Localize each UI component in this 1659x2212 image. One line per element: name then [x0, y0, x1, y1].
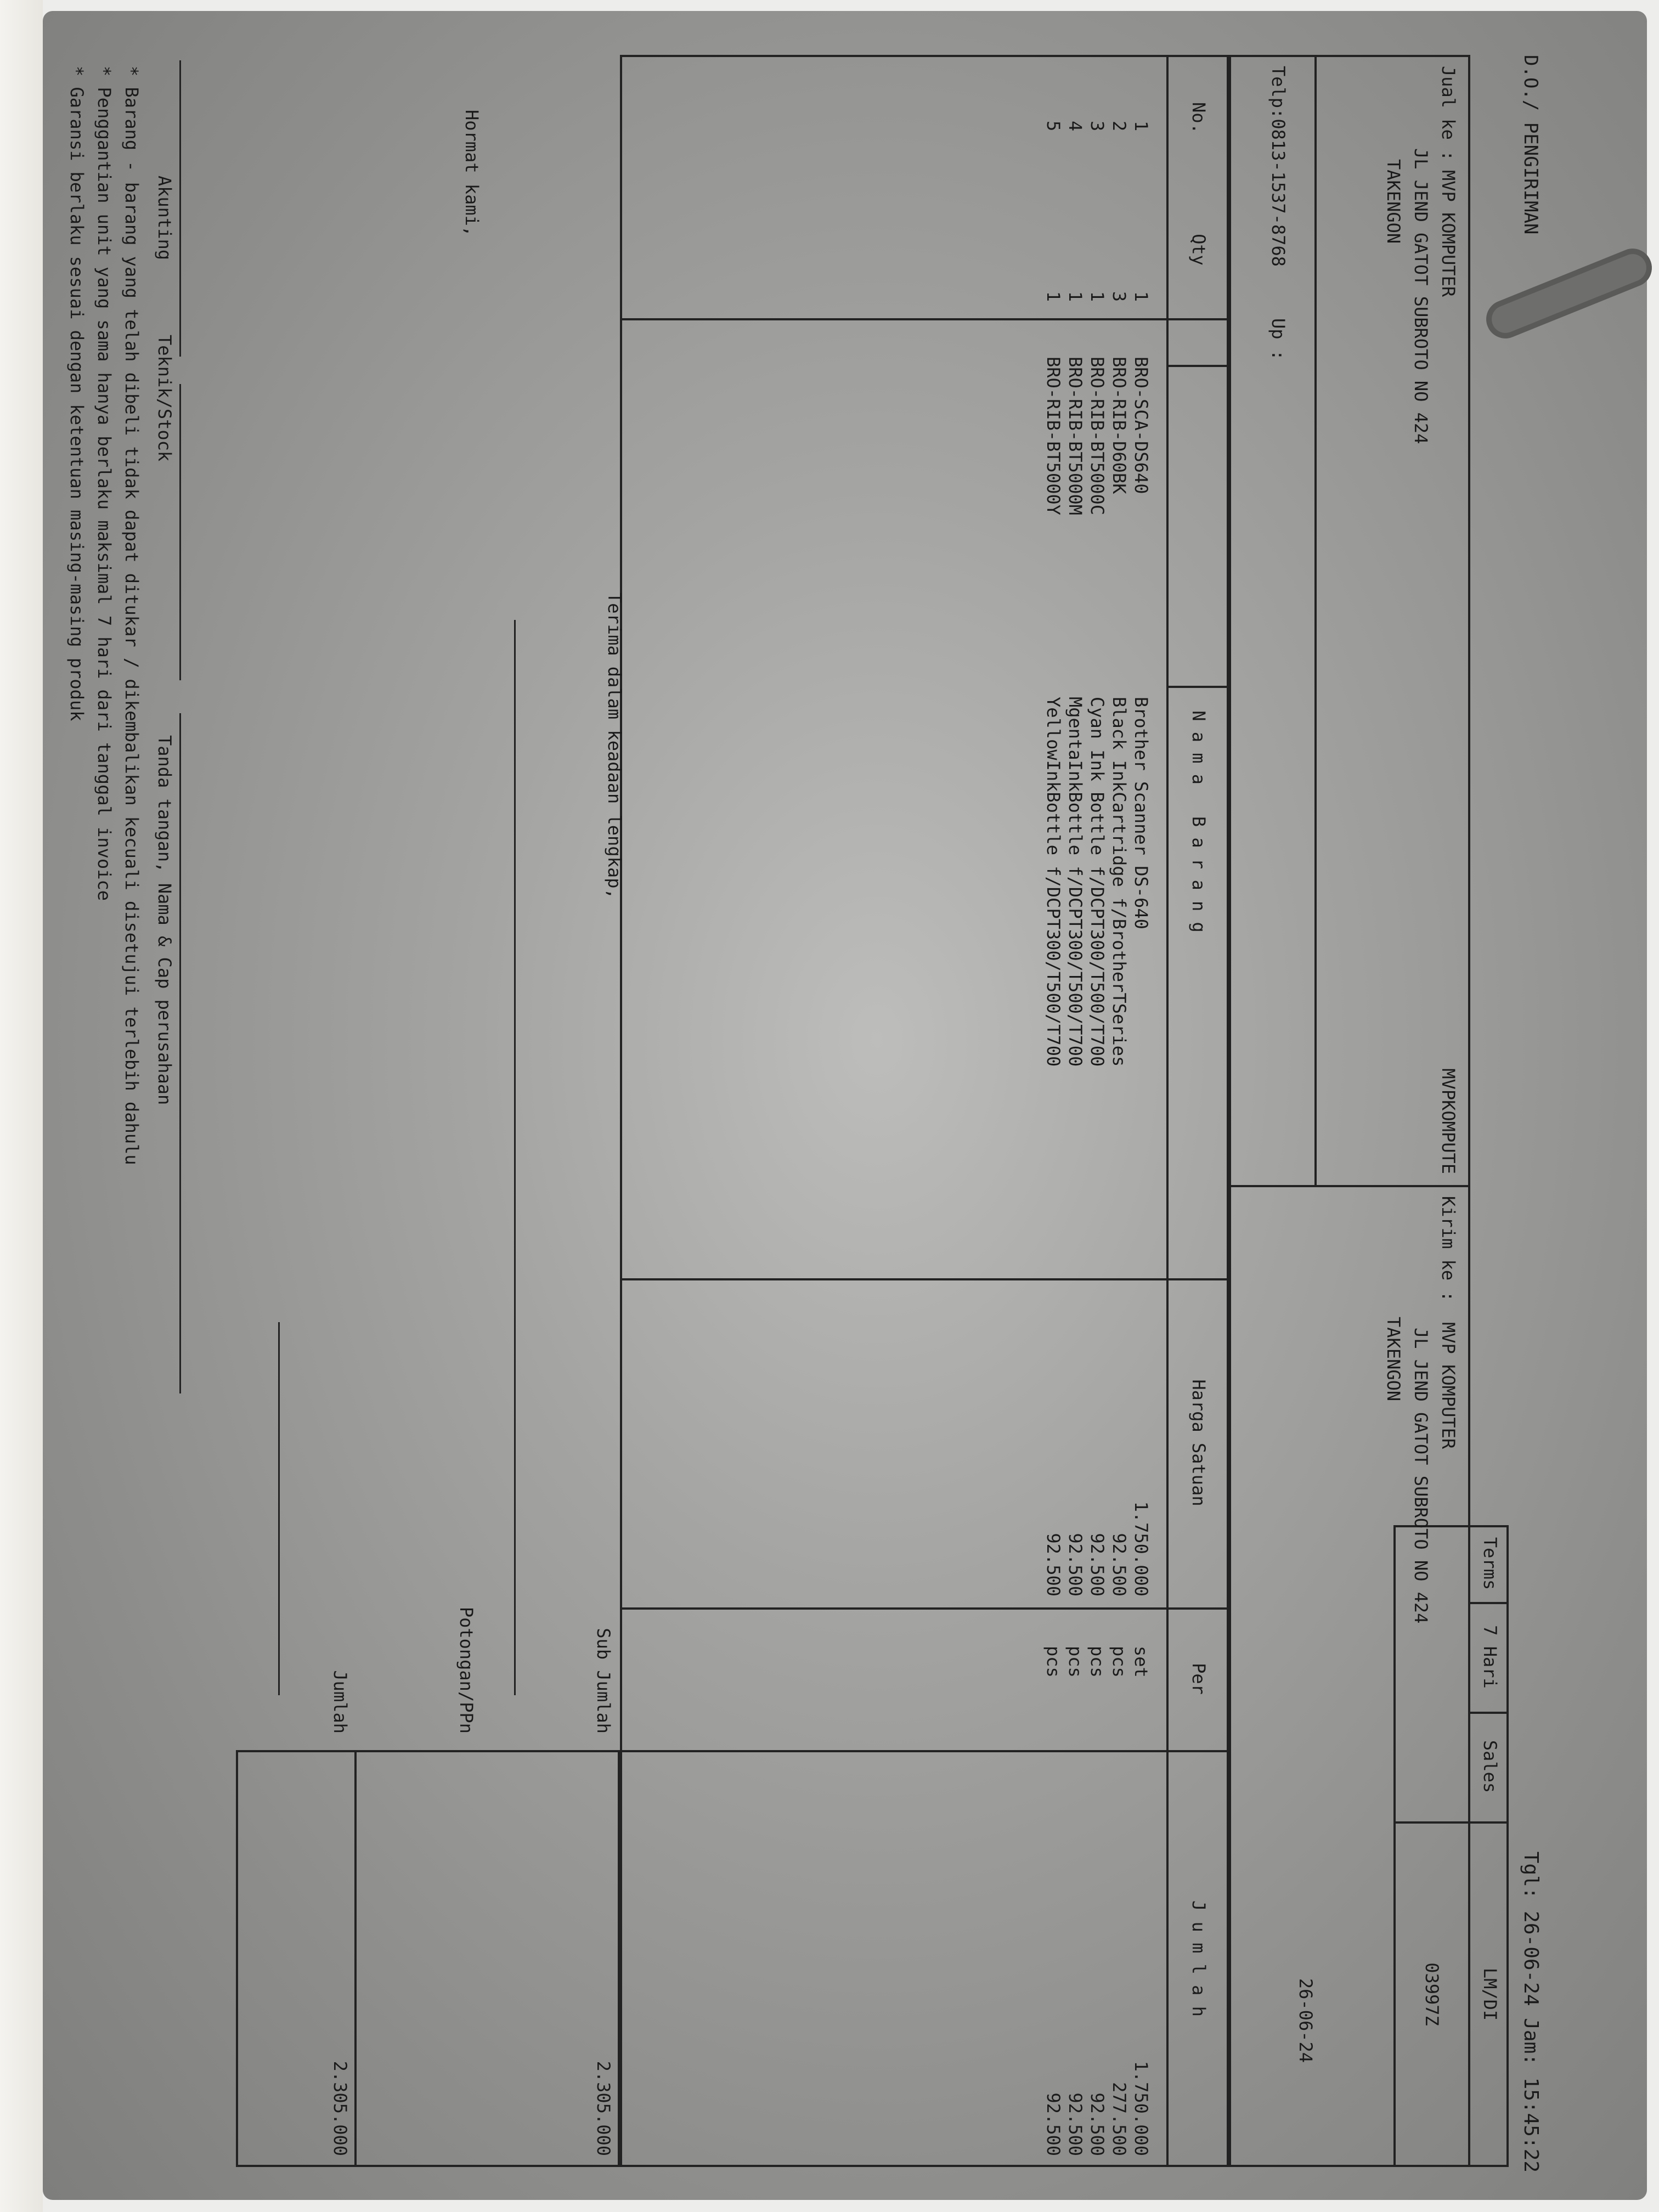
- table-row-code: BRO-RIB-BT5000C: [1087, 357, 1108, 515]
- document-datetime: Tgl: 26-06-24 Jam: 15:45:22: [1520, 1851, 1542, 2172]
- column-total: J u m l a h: [1188, 1900, 1209, 2017]
- table-row-code: BRO-SCA-DS640: [1131, 357, 1152, 494]
- table-row-desc: Brother Scanner DS-640: [1131, 697, 1152, 929]
- sales-value: LM/DI: [1480, 1967, 1500, 2021]
- column-item-name: N a m a B a r a n g: [1188, 710, 1209, 933]
- table-row-no: 1: [1131, 121, 1152, 132]
- table-row-qty: 1: [1087, 291, 1108, 302]
- column-per: Per: [1188, 1663, 1209, 1695]
- table-row-total: 92.500: [1087, 2092, 1108, 2156]
- column-no: No.: [1188, 102, 1209, 134]
- table-row-qty: 3: [1109, 291, 1130, 302]
- table-row-no: 3: [1087, 121, 1108, 132]
- table-row-price: 92.500: [1087, 1533, 1108, 1596]
- subtotal-label: Sub Jumlah: [593, 1628, 614, 1734]
- regards-text: Hormat kami,: [461, 110, 482, 237]
- table-row-qty: 1: [1043, 291, 1064, 302]
- sold-to-label: Jual ke :: [1438, 66, 1459, 161]
- address-block: [1229, 55, 1470, 2167]
- table-row-desc: YellowInkBottle f/DCPT300/T500/T700: [1043, 697, 1064, 1067]
- ship-to-name: MVP KOMPUTER: [1438, 1322, 1459, 1449]
- column-unit-price: Harga Satuan: [1188, 1379, 1209, 1506]
- ship-to-city: TAKENGON: [1383, 1317, 1404, 1402]
- table-row-total: 92.500: [1043, 2092, 1064, 2156]
- sold-to-name: MVP KOMPUTER: [1438, 170, 1459, 297]
- attention-label: Up :: [1268, 318, 1289, 361]
- grand-total-label: Jumlah: [330, 1670, 351, 1734]
- received-note: Terima dalam keadaan lengkap,: [604, 592, 625, 899]
- sold-to-address: JL JEND GATOT SUBROTO NO 424: [1410, 148, 1431, 444]
- table-row-desc: MgentaInkBottle f/DCPT300/T500/T700: [1065, 697, 1086, 1067]
- table-row-per: pcs: [1109, 1646, 1130, 1678]
- table-row-desc: Black InkCartridge f/BrotherTSeries: [1109, 697, 1130, 1067]
- table-row-no: 5: [1043, 121, 1064, 132]
- totals-box: [236, 1750, 620, 2167]
- terms-note: * Garansi berlaku sesuai dengan ketentuan masing-masing produk: [66, 66, 87, 721]
- accounting-signature: Akunting: [154, 176, 175, 261]
- sold-to-city: TAKENGON: [1383, 159, 1404, 244]
- table-row-code: BRO-RIB-D60BK: [1109, 357, 1130, 494]
- ship-to-label: Kirim ke :: [1438, 1196, 1459, 1302]
- table-row-code: BRO-RIB-BT5000M: [1065, 357, 1086, 515]
- table-row-code: BRO-RIB-BT5000Y: [1043, 357, 1064, 515]
- table-row-total: 1.750.000: [1131, 2061, 1152, 2156]
- table-row-total: 92.500: [1065, 2092, 1086, 2156]
- ship-to-address: JL JEND GATOT SUBROTO NO 424: [1410, 1328, 1431, 1624]
- terms-label: Terms: [1480, 1537, 1500, 1590]
- terms-value: 7 Hari: [1480, 1625, 1500, 1689]
- document-date: 26-06-24: [1295, 1978, 1316, 2063]
- table-row-no: 4: [1065, 121, 1086, 132]
- delivery-order-document: [11, 22, 1547, 2194]
- table-row-per: pcs: [1087, 1646, 1108, 1678]
- column-qty: Qty: [1188, 234, 1209, 266]
- tech-stock-signature: Teknik/Stock: [154, 335, 175, 462]
- terms-note: * Penggantian unit yang sama hanya berlaku maksimal 7 hari dari tanggal invoice: [94, 66, 115, 901]
- table-row-per: pcs: [1043, 1646, 1064, 1678]
- sales-label: Sales: [1480, 1740, 1500, 1793]
- grand-total-value: 2.305.000: [330, 2061, 351, 2156]
- document-title: D.O./ PENGIRIMAN: [1520, 55, 1542, 235]
- customer-code: MVPKOMPUTE: [1438, 1068, 1459, 1174]
- sold-to-phone: Telp:0813-1537-8768: [1268, 66, 1289, 267]
- table-row-price: 92.500: [1065, 1533, 1086, 1596]
- table-row-qty: 1: [1131, 291, 1152, 302]
- table-row-per: pcs: [1065, 1646, 1086, 1678]
- table-row-price: 92.500: [1109, 1533, 1130, 1596]
- table-row-price: 92.500: [1043, 1533, 1064, 1596]
- table-row-per: set: [1131, 1646, 1152, 1678]
- discount-label: Potongan/PPn: [456, 1606, 477, 1734]
- subtotal-value: 2.305.000: [593, 2061, 614, 2156]
- terms-note: * Barang - barang yang telah dibeli tidak dapat ditukar / dikembalikan kecuali disetujui terlebih dahulu: [121, 66, 142, 1165]
- document-number: 03997Z: [1421, 1962, 1442, 2026]
- table-row-qty: 1: [1065, 291, 1086, 302]
- table-row-total: 277.500: [1109, 2082, 1130, 2156]
- company-signature-note: Tanda tangan, Nama & Cap perusahaan: [154, 735, 175, 1105]
- table-row-price: 1.750.000: [1131, 1501, 1152, 1596]
- table-row-desc: Cyan Ink Bottle f/DCPT300/T500/T700: [1087, 697, 1108, 1067]
- table-row-no: 2: [1109, 121, 1130, 132]
